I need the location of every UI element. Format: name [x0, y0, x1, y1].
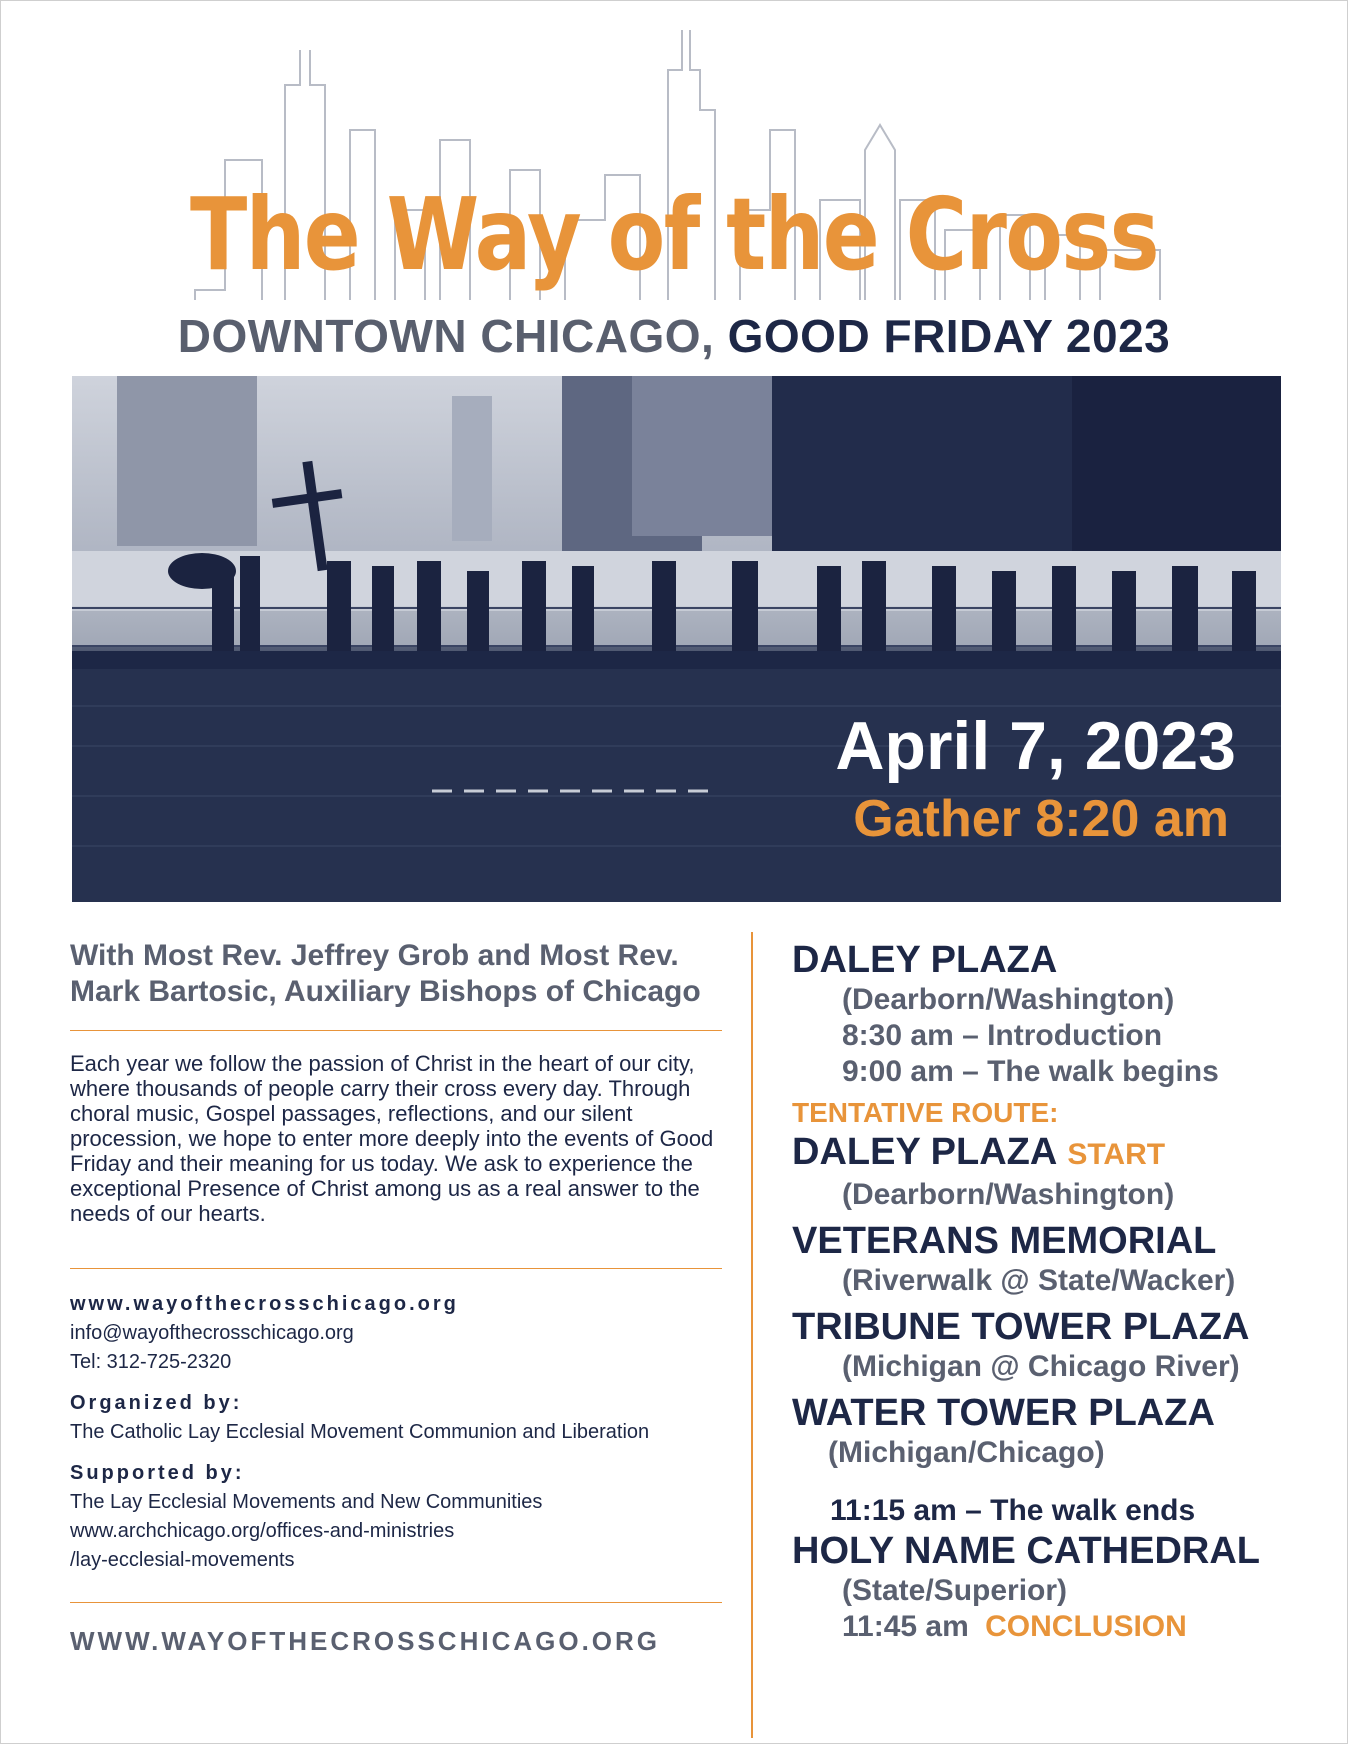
website-link[interactable]: www.wayofthecrosschicago.org [70, 1293, 459, 1315]
route-heading: TENTATIVE ROUTE: [792, 1097, 1059, 1128]
stop-address: (Michigan @ Chicago River) [842, 1350, 1240, 1383]
walk-end-time: 11:15 am – The walk ends [830, 1494, 1196, 1527]
organized-label: Organized by: [70, 1392, 243, 1414]
subtitle-event: GOOD FRIDAY 2023 [727, 310, 1171, 362]
contact-block [70, 1290, 722, 1575]
footer-website[interactable]: WWW.WAYOFTHECROSSCHICAGO.ORG [70, 1626, 661, 1656]
conclusion-label: CONCLUSION [985, 1610, 1187, 1643]
stop-name: DALEY PLAZA [792, 1131, 1058, 1173]
divider [70, 1602, 722, 1603]
bishops-note: With Most Rev. Jeffrey Grob and Most Rev. Mark Bartosic, Auxiliary Bishops of Chicago [70, 939, 701, 1008]
meeting-location: DALEY PLAZA [792, 939, 1058, 981]
supporter-link-continued[interactable]: /lay-ecclesial-movements [70, 1549, 295, 1571]
divider [70, 1030, 722, 1031]
email-link[interactable]: info@wayofthecrosschicago.org [70, 1322, 354, 1344]
route-stop-tribune: TRIBUNE TOWER PLAZA [792, 1306, 1250, 1348]
gather-time: Gather 8:20 am [853, 790, 1229, 848]
end-location: HOLY NAME CATHEDRAL [792, 1530, 1260, 1572]
stop-address: (Riverwalk @ State/Wacker) [842, 1264, 1236, 1297]
column-divider [751, 932, 753, 1738]
route-stop-veterans: VETERANS MEMORIAL [792, 1220, 1217, 1262]
phone-number: Tel: 312-725-2320 [70, 1351, 232, 1373]
organizer-name: The Catholic Lay Ecclesial Movement Communion and Liberation [70, 1421, 650, 1443]
description-paragraph: Each year we follow the passion of Christ in the heart of our city, where thousands of people carry their cross every day. Through choral music, Gospel passages, reflections, and our silent procession, we hope to enter more deeply into the events of Good Friday and their meaning for us today. We ask to experience the exceptional Presence of Christ among us as a real answer to the needs of our hearts. [70, 1051, 714, 1226]
introduction-time: 8:30 am – Introduction [842, 1019, 1163, 1052]
event-date: April 7, 2023 [835, 708, 1236, 784]
supporter-link[interactable]: www.archchicago.org/offices-and-ministries [70, 1520, 455, 1542]
page-title: The Way of the Cross [190, 176, 1158, 293]
end-address: (State/Superior) [842, 1574, 1068, 1607]
stop-address: (Michigan/Chicago) [828, 1436, 1105, 1469]
schedule [792, 938, 1332, 1645]
subtitle-location: DOWNTOWN CHICAGO, [177, 310, 715, 362]
procession-photo [72, 376, 1281, 902]
supporter-name: The Lay Ecclesial Movements and New Communities [70, 1491, 543, 1513]
supported-label: Supported by: [70, 1462, 245, 1484]
conclusion-time: 11:45 am [842, 1610, 969, 1643]
start-tag: START [1067, 1138, 1166, 1171]
conclusion-line [792, 1609, 1332, 1645]
meeting-address: (Dearborn/Washington) [842, 983, 1175, 1016]
page-subtitle [0, 308, 1348, 364]
walk-start-time: 9:00 am – The walk begins [842, 1055, 1219, 1088]
stop-address: (Dearborn/Washington) [842, 1178, 1175, 1211]
route-stop-daley [792, 1130, 1332, 1177]
divider [70, 1268, 722, 1269]
route-stop-water-tower: WATER TOWER PLAZA [792, 1392, 1215, 1434]
